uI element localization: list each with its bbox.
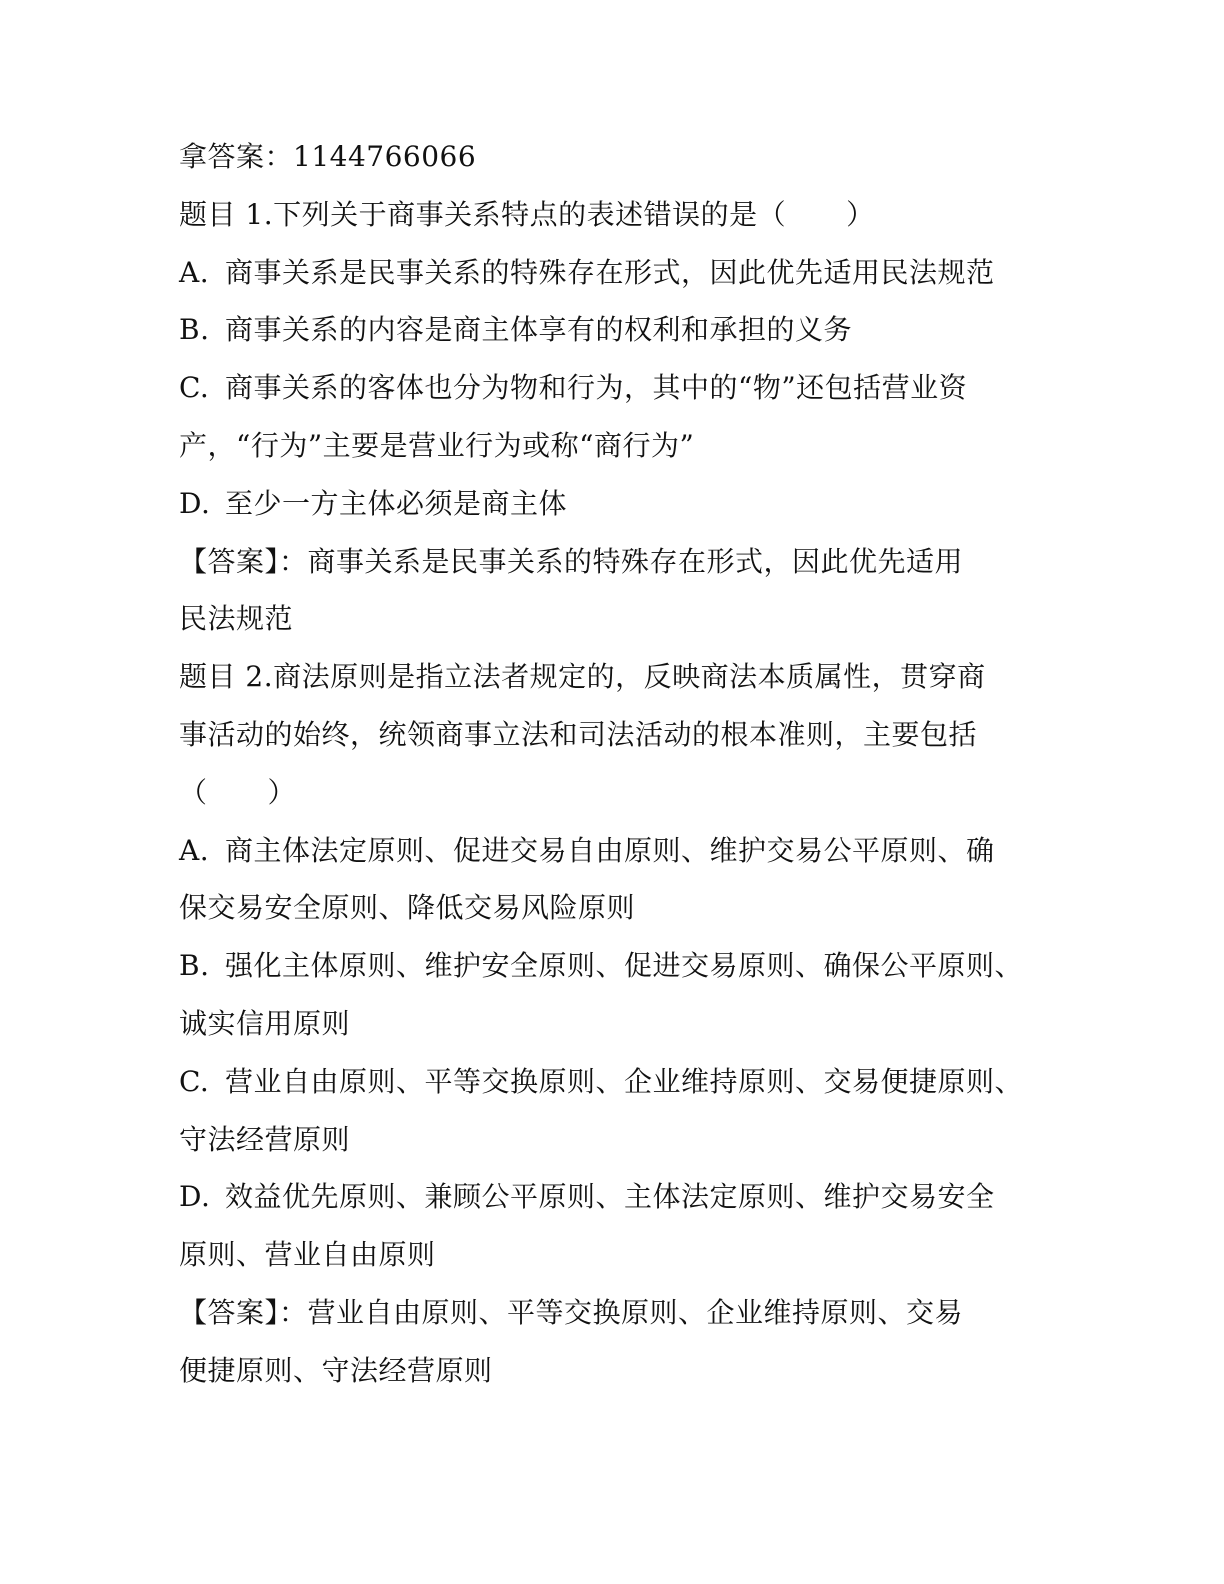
question-1-option-a bbox=[179, 244, 1079, 302]
option-letter: D. bbox=[179, 486, 211, 520]
question-2-option-b bbox=[179, 937, 1079, 995]
option-letter: A. bbox=[179, 833, 210, 867]
option-letter: D. bbox=[179, 1180, 211, 1214]
question-2-option-a bbox=[179, 822, 1079, 880]
option-letter: C. bbox=[179, 371, 210, 405]
document-body bbox=[179, 128, 1079, 1400]
question-2-option-a-continued: 保交易安全原则、降低交易风险原则 bbox=[179, 891, 636, 925]
question-2-stem-continued: 事活动的始终，统领商事立法和司法活动的根本准则，主要包括 bbox=[179, 717, 978, 751]
question-2-option-d bbox=[179, 1168, 1079, 1226]
option-text: 至少一方主体必须是商主体 bbox=[225, 486, 568, 520]
question-2-option-b-continued: 诚实信用原则 bbox=[179, 1006, 351, 1040]
question-2-option-d-continued: 原则、营业自由原则 bbox=[179, 1238, 436, 1272]
contact-line: 拿答案：1144766066 bbox=[179, 140, 477, 173]
question-1-answer: 【答案】：商事关系是民事关系的特殊存在形式，因此优先适用 bbox=[179, 544, 964, 578]
option-text: 商事关系是民事关系的特殊存在形式，因此优先适用民法规范 bbox=[225, 255, 995, 289]
question-1-option-b bbox=[179, 301, 1079, 359]
question-1-stem bbox=[179, 186, 1079, 244]
question-2-stem-parentheses bbox=[179, 764, 1079, 822]
question-2-stem: 题目 2.商法原则是指立法者规定的，反映商法本质属性，贯穿商 bbox=[179, 660, 986, 694]
option-letter: B. bbox=[179, 949, 210, 983]
question-2-stem-open: （ bbox=[179, 775, 208, 809]
question-2-answer: 【答案】：营业自由原则、平等交换原则、企业维持原则、交易 bbox=[179, 1295, 964, 1329]
question-1-stem-close: ） bbox=[846, 197, 875, 231]
question-1-stem-text: 题目 1.下列关于商事关系特点的表述错误的是（ bbox=[179, 197, 787, 231]
option-text: 商事关系的客体也分为物和行为，其中的“物”还包括营业资 bbox=[225, 371, 968, 405]
question-1-option-d bbox=[179, 475, 1079, 533]
option-text: 营业自由原则、平等交换原则、企业维持原则、交易便捷原则、 bbox=[225, 1064, 1024, 1098]
question-1-answer-continued: 民法规范 bbox=[179, 602, 294, 636]
option-letter: C. bbox=[179, 1064, 210, 1098]
option-text: 商事关系的内容是商主体享有的权利和承担的义务 bbox=[225, 313, 853, 347]
question-2-option-c bbox=[179, 1053, 1079, 1111]
question-1-option-c-continued: 产，“行为”主要是营业行为或称“商行为” bbox=[179, 428, 695, 462]
option-text: 效益优先原则、兼顾公平原则、主体法定原则、维护交易安全 bbox=[225, 1180, 995, 1214]
option-letter: A. bbox=[179, 255, 210, 289]
option-letter: B. bbox=[179, 313, 210, 347]
question-2-option-c-continued: 守法经营原则 bbox=[179, 1122, 351, 1156]
question-2-answer-continued: 便捷原则、守法经营原则 bbox=[179, 1353, 493, 1387]
question-1-option-c bbox=[179, 359, 1079, 417]
question-2-stem-close: ） bbox=[267, 775, 297, 809]
option-text: 商主体法定原则、促进交易自由原则、维护交易公平原则、确 bbox=[225, 833, 995, 867]
option-text: 强化主体原则、维护安全原则、促进交易原则、确保公平原则、 bbox=[225, 949, 1024, 983]
